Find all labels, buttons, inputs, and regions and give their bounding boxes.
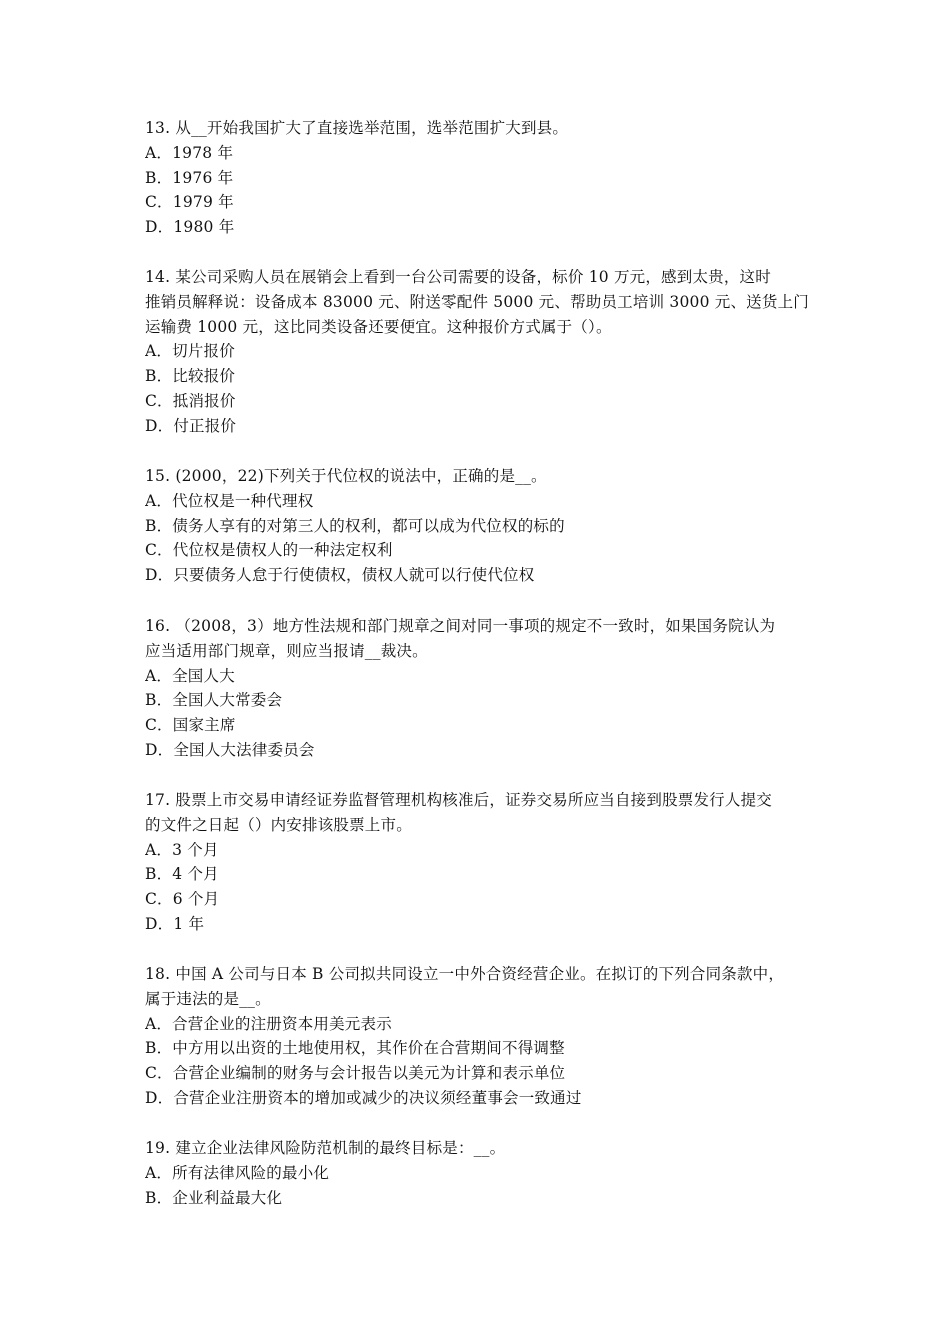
option-a: A．所有法律风险的最小化 — [145, 1163, 330, 1182]
option-d: D．合营企业注册资本的增加或减少的决议须经董事会一致通过 — [145, 1088, 582, 1107]
question-stem: 15. (2000，22)下列关于代位权的说法中，正确的是__。 — [145, 467, 547, 485]
option-c: C．代位权是债权人的一种法定权利 — [145, 541, 393, 560]
option-c: C．6 个月 — [145, 890, 220, 909]
option-a: A．合营企业的注册资本用美元表示 — [145, 1014, 392, 1033]
question-stem: 属于违法的是__。 — [145, 989, 271, 1008]
option-c: C．国家主席 — [145, 716, 236, 735]
question-16 — [145, 614, 815, 763]
option-b: B．债务人享有的对第三人的权利，都可以成为代位权的标的 — [145, 516, 565, 535]
option-a: A．切片报价 — [145, 342, 235, 361]
question-stem: 17. 股票上市交易申请经证券监督管理机构核准后，证券交易所应当自接到股票发行人提交 — [145, 791, 772, 809]
option-c: C．抵消报价 — [145, 391, 236, 410]
option-b: B．企业利益最大化 — [145, 1188, 283, 1207]
option-d: D．付正报价 — [145, 416, 237, 435]
option-b: B．4 个月 — [145, 865, 219, 884]
question-13 — [145, 116, 815, 240]
question-stem: 的文件之日起（）内安排该股票上市。 — [145, 815, 412, 834]
option-b: B．中方用以出资的土地使用权，其作价在合营期间不得调整 — [145, 1039, 565, 1058]
question-stem: 14. 某公司采购人员在展销会上看到一台公司需要的设备，标价 10 万元，感到太贵，这时 — [145, 268, 771, 286]
option-d: D．只要债务人怠于行使债权，债权人就可以行使代位权 — [145, 566, 535, 585]
question-stem: 推销员解释说：设备成本 83000 元、附送零配件 5000 元、帮助员工培训 3000 元、送货上门 — [145, 292, 809, 311]
option-c: C．1979 年 — [145, 193, 234, 212]
option-a: A．3 个月 — [145, 840, 219, 859]
question-stem: 16. （2008，3）地方性法规和部门规章之间对同一事项的规定不一致时，如果国务院认为 — [145, 617, 776, 635]
question-18 — [145, 962, 815, 1111]
option-b: B．1976 年 — [145, 168, 234, 187]
option-a: A．1978 年 — [145, 143, 234, 162]
option-d: D．1 年 — [145, 914, 205, 933]
option-d: D．全国人大法律委员会 — [145, 740, 315, 759]
question-stem: 13. 从__开始我国扩大了直接选举范围，选举范围扩大到县。 — [145, 119, 569, 137]
option-b: B．全国人大常委会 — [145, 691, 283, 710]
option-a: A．全国人大 — [145, 666, 235, 685]
option-b: B．比较报价 — [145, 367, 236, 386]
option-a: A．代位权是一种代理权 — [145, 491, 314, 510]
question-stem: 18. 中国 A 公司与日本 B 公司拟共同设立一中外合资经营企业。在拟订的下列合同条款中， — [145, 965, 785, 983]
question-stem: 运输费 1000 元，这比同类设备还要便宜。这种报价方式属于（）。 — [145, 317, 612, 336]
question-14 — [145, 265, 815, 439]
question-19 — [145, 1136, 815, 1210]
question-17 — [145, 788, 815, 937]
option-d: D．1980 年 — [145, 218, 235, 237]
question-15 — [145, 464, 815, 588]
question-stem: 应当适用部门规章，则应当报请__裁决。 — [145, 641, 428, 660]
option-c: C．合营企业编制的财务与会计报告以美元为计算和表示单位 — [145, 1064, 566, 1083]
question-stem: 19. 建立企业法律风险防范机制的最终目标是：__。 — [145, 1139, 506, 1157]
